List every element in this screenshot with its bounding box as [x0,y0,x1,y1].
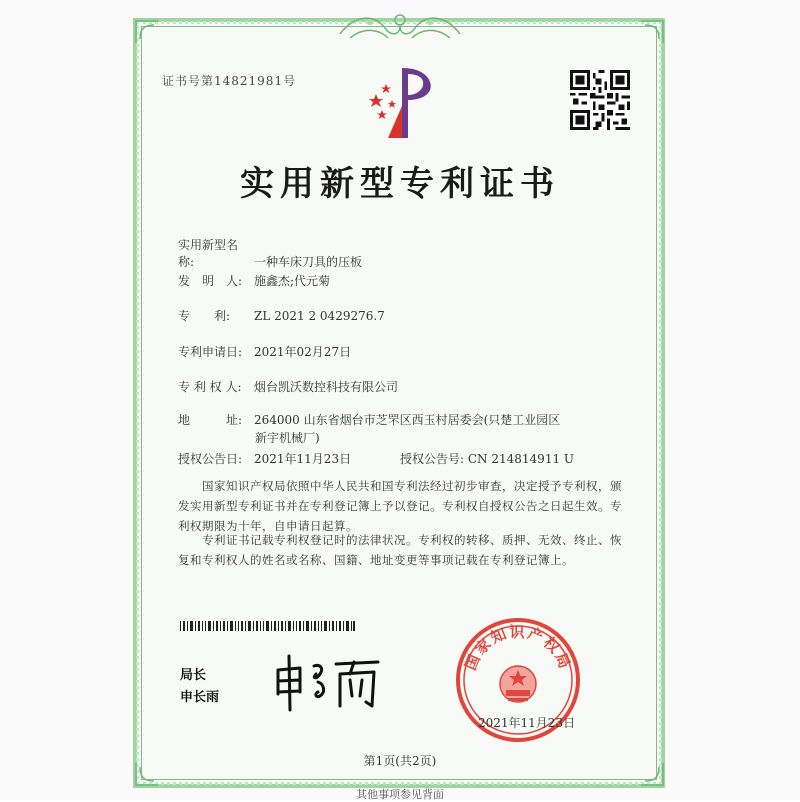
field-value: 2021年02月27日 [254,345,352,359]
field-label: 授权公告日: [178,452,243,466]
footer-note: 其他事项参见背面 [356,788,444,801]
field-label: 专 利: [178,309,231,323]
barcode-icon [180,621,355,631]
field-label: 授权公告号: [400,452,465,466]
field-label: 实用新型名称: [178,238,239,269]
director-signature [270,648,390,718]
page-number: 第1页(共2页) [363,754,437,768]
field-application-date [178,343,351,360]
field-label: 地 址: [178,413,243,427]
field-label: 专利申请日: [178,345,243,359]
certificate-title: 实用新型专利证书 [240,164,560,204]
address-continuation: 新宇机械厂) [255,431,320,445]
director-name: 申长雨 [180,690,220,705]
field-value: 2021年11月23日 [254,452,352,466]
seal-date: 2021年11月23日 [478,716,576,730]
certificate-paragraph: 国家知识产权局依照中华人民共和国专利法经过初步审查，决定授予专利权，颁发实用新型专利证书并在专利登记簿上予以登记。专利权自授权公告之日起生效。专利权期限为十年，自申请日起算。 [178,479,622,533]
top-ornament-icon [330,8,470,44]
field-value: CN 214814911 U [467,452,575,466]
field-address [178,411,560,428]
field-label: 专 利 权 人: [178,380,242,394]
certificate-paragraph: 专利证书记载专利权登记时的法律状况。专利权的转移、质押、无效、终止、恢复和专利权人的姓名或名称、国籍、地址变更等事项记载在专利登记簿上。 [178,533,622,567]
certificate-number: 证书号第14821981号 [162,74,297,88]
field-grant-date [178,450,351,467]
patent-office-logo-icon [366,66,442,142]
field-value: ZL 2021 2 0429276.7 [254,309,385,323]
director-title: 局长 [180,668,207,683]
seal-text: 国家知识产权局 [461,622,575,673]
field-value: 264000 山东省烟台市芝罘区西玉村居委会(只楚工业园区 [254,413,561,427]
field-utility-model-name [178,236,362,270]
field-label: 发 明 人: [178,274,243,288]
field-grant-number [400,450,574,467]
field-value: 施鑫杰;代元菊 [254,274,331,288]
field-inventors [178,272,330,289]
corner-ornament-icon [639,19,665,45]
field-patent-number [178,307,385,324]
field-value: 一种车床刀具的压板 [254,255,363,269]
field-patentee [178,378,398,395]
corner-ornament-icon [134,19,160,45]
field-value: 烟台凯沃数控科技有限公司 [254,380,399,394]
qr-code-icon [570,70,630,130]
